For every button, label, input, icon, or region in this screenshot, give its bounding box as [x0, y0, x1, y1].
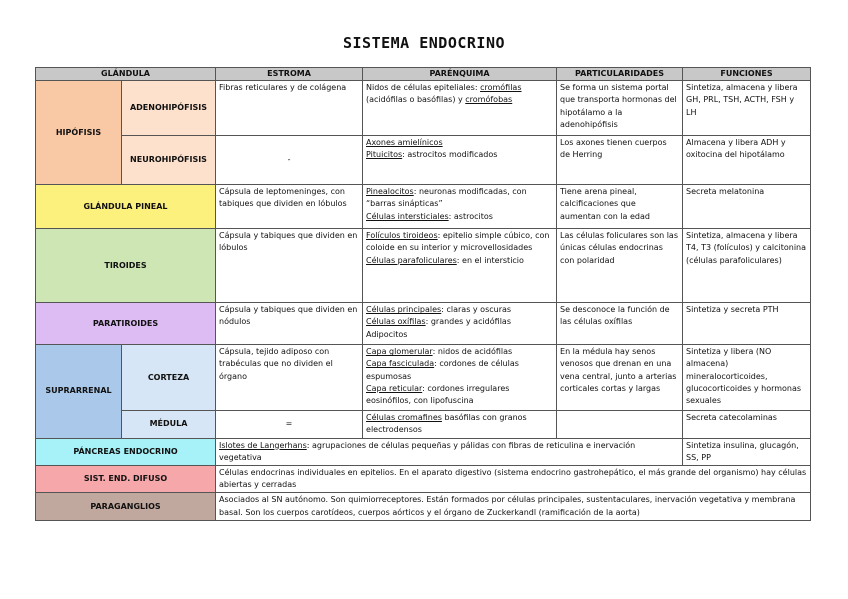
- pineal-particularidades: Tiene arena pineal, calcificaciones que aumentan con la edad: [557, 185, 683, 229]
- paraganglios-desc: Asociados al SN autónomo. Son quimiorreceptores. Están formados por células principales, sustentaculares, inervación vegetativa y membrana basal. Son los cuerpos carotídeos, cuerpos aórticos y el órgano de Zuckerkandl (ramificación de la aorta): [216, 493, 811, 520]
- header-parenquima: PARÉNQUIMA: [363, 68, 557, 81]
- pineal-parenquima: Pinealocitos: neuronas modificadas, con “barras sinápticas” Células intersticiales: astrocitos: [363, 185, 557, 229]
- header-particularidades: PARTICULARIDADES: [557, 68, 683, 81]
- medula-funciones: Secreta catecolaminas: [683, 411, 811, 438]
- pancreas-funciones: Sintetiza insulina, glucagón, SS, PP: [683, 438, 811, 465]
- header-row: [36, 68, 811, 81]
- corteza-parenquima: Capa glomerular: nidos de acidófilas Capa fasciculada: cordones de células espumosas Capa reticular: cordones irregulares eosinófilos, con lipofuscina: [363, 345, 557, 411]
- pineal-estroma: Cápsula de leptomeninges, con tabiques que dividen en lóbulos: [216, 185, 363, 229]
- suprarrenal-name: SUPRARRENAL: [36, 345, 122, 438]
- row-sed: [36, 466, 811, 493]
- tiroides-parenquima: Folículos tiroideos: epitelio simple cúbico, con coloide en su interior y microvellosidades Células parafoliculares: en el intersticio: [363, 229, 557, 303]
- row-pancreas: [36, 438, 811, 465]
- sed-desc: Células endocrinas individuales en epitelios. En el aparato digestivo (sistema endocrino gastrohepático, el más grande del organismo) hay células abiertas y cerradas: [216, 466, 811, 493]
- medula-parenquima: Células cromafines basófilas con granos electrodensos: [363, 411, 557, 438]
- adeno-estroma: Fibras reticulares y de colágena: [216, 81, 363, 136]
- adeno-parenquima: Nidos de células epiteliales: cromófilas (acidófilas o basófilas) y cromófobas: [363, 81, 557, 136]
- pineal-name: GLÁNDULA PINEAL: [36, 185, 216, 229]
- header-funciones: FUNCIONES: [683, 68, 811, 81]
- paraganglios-name: PARAGANGLIOS: [36, 493, 216, 520]
- tiroides-estroma: Cápsula y tabiques que dividen en lóbulos: [216, 229, 363, 303]
- page-title: SISTEMA ENDOCRINO: [342, 34, 506, 52]
- paratiroides-funciones: Sintetiza y secreta PTH: [683, 303, 811, 345]
- sed-name: SIST. END. DIFUSO: [36, 466, 216, 493]
- row-corteza: [36, 345, 811, 411]
- paratiroides-parenquima: Células principales: claras y oscuras Células oxífilas: grandes y acidófilas Adipocitos: [363, 303, 557, 345]
- corteza-name: CORTEZA: [122, 345, 216, 411]
- header-estroma: ESTROMA: [216, 68, 363, 81]
- adeno-particularidades: Se forma un sistema portal que transporta hormonas del hipotálamo a la adenohipófisis: [557, 81, 683, 136]
- hipofisis-name: HIPÓFISIS: [36, 81, 122, 185]
- row-pineal: [36, 185, 811, 229]
- medula-name: MÉDULA: [122, 411, 216, 438]
- pineal-funciones: Secreta melatonina: [683, 185, 811, 229]
- tiroides-name: TIROIDES: [36, 229, 216, 303]
- neuro-particularidades: Los axones tienen cuerpos de Herring: [557, 136, 683, 185]
- paratiroides-name: PARATIROIDES: [36, 303, 216, 345]
- neurohipofisis-name: NEUROHIPÓFISIS: [122, 136, 216, 185]
- row-tiroides: [36, 229, 811, 303]
- row-neurohipofisis: [36, 136, 811, 185]
- pancreas-name: PÁNCREAS ENDOCRINO: [36, 438, 216, 465]
- medula-particularidades: [557, 411, 683, 438]
- header-glandula: GLÁNDULA: [36, 68, 216, 81]
- row-adenohipofisis: [36, 81, 811, 136]
- pancreas-desc: Islotes de Langerhans: agrupaciones de células pequeñas y pálidas con fibras de reticulina e inervación vegetativa: [216, 438, 683, 465]
- medula-estroma: =: [216, 411, 363, 438]
- neuro-funciones: Almacena y libera ADH y oxitocina del hipotálamo: [683, 136, 811, 185]
- paratiroides-estroma: Cápsula y tabiques que dividen en nódulos: [216, 303, 363, 345]
- adeno-funciones: Sintetiza, almacena y libera GH, PRL, TSH, ACTH, FSH y LH: [683, 81, 811, 136]
- endocrine-table: [35, 67, 811, 521]
- paratiroides-particularidades: Se desconoce la función de las células oxífilas: [557, 303, 683, 345]
- corteza-particularidades: En la médula hay senos venosos que drenan en una vena central, junto a arterias corticales cortas y largas: [557, 345, 683, 411]
- neuro-parenquima: Axones amielínicos Pituicitos: astrocitos modificados: [363, 136, 557, 185]
- adenohipofisis-name: ADENOHIPÓFISIS: [122, 81, 216, 136]
- tiroides-particularidades: Las células foliculares son las únicas células endocrinas con polaridad: [557, 229, 683, 303]
- tiroides-funciones: Sintetiza, almacena y libera T4, T3 (folículos) y calcitonina (células parafoliculares): [683, 229, 811, 303]
- corteza-funciones: Sintetiza y libera (NO almacena) mineralocorticoides, glucocorticoides y hormonas sexuales: [683, 345, 811, 411]
- corteza-estroma: Cápsula, tejido adiposo con trabéculas que no dividen el órgano: [216, 345, 363, 411]
- row-paraganglios: [36, 493, 811, 520]
- row-paratiroides: [36, 303, 811, 345]
- row-medula: [36, 411, 811, 438]
- neuro-estroma: -: [216, 136, 363, 185]
